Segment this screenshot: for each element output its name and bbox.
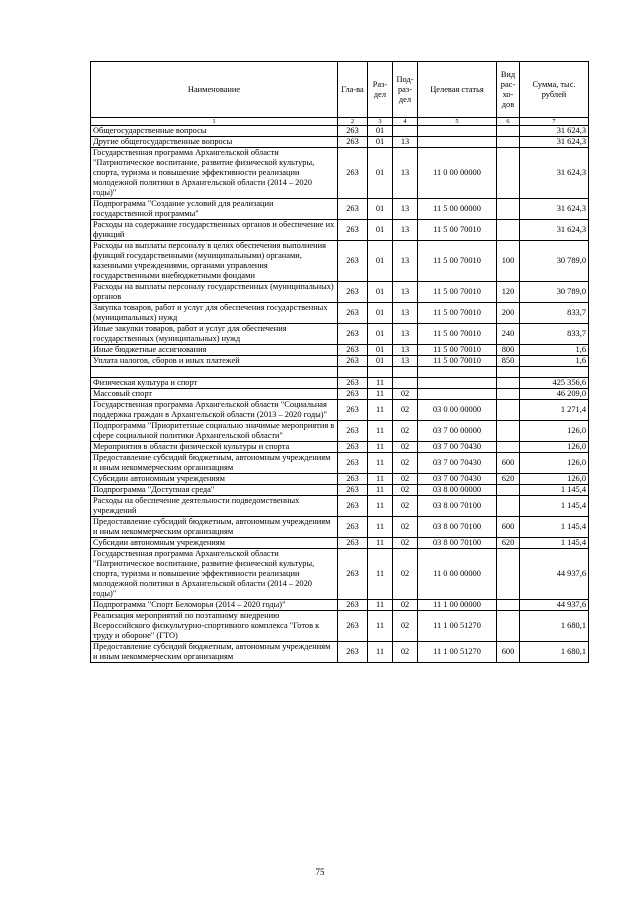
column-number: 5 — [418, 118, 497, 126]
table-row — [91, 442, 589, 453]
row-expense-type — [497, 611, 520, 642]
row-expense-type: 620 — [497, 474, 520, 485]
row-name: Предоставление субсидий бюджетным, автономным учреждениям и иным некоммерческим организациям — [91, 517, 338, 538]
table-row — [91, 356, 589, 367]
row-chapter: 263 — [338, 303, 368, 324]
row-amount: 1 145,4 — [520, 517, 589, 538]
table-row — [91, 421, 589, 442]
header-chapter: Гла-ва — [338, 62, 368, 118]
table-row — [91, 611, 589, 642]
table-row — [91, 474, 589, 485]
row-chapter: 263 — [338, 474, 368, 485]
row-chapter: 263 — [338, 378, 368, 389]
row-amount: 30 789,0 — [520, 241, 589, 282]
header-section: Раз-дел — [368, 62, 393, 118]
row-subsection: 02 — [393, 496, 418, 517]
row-target-article: 11 1 00 51270 — [418, 642, 497, 663]
row-amount: 1,6 — [520, 356, 589, 367]
row-name: Закупка товаров, работ и услуг для обеспечения государственных (муниципальных) нужд — [91, 303, 338, 324]
row-name: Предоставление субсидий бюджетным, автономным учреждениям и иным некоммерческим организациям — [91, 453, 338, 474]
row-target-article: 11 5 00 70010 — [418, 324, 497, 345]
row-expense-type: 850 — [497, 356, 520, 367]
row-section: 11 — [368, 378, 393, 389]
row-name: Мероприятия в области физической культуры и спорта — [91, 442, 338, 453]
row-expense-type — [497, 137, 520, 148]
row-chapter: 263 — [338, 282, 368, 303]
row-expense-type — [497, 400, 520, 421]
row-expense-type — [497, 199, 520, 220]
row-target-article: 03 7 00 70430 — [418, 474, 497, 485]
row-section: 11 — [368, 400, 393, 421]
row-section: 01 — [368, 241, 393, 282]
row-section: 01 — [368, 137, 393, 148]
table-row — [91, 378, 589, 389]
row-chapter: 263 — [338, 611, 368, 642]
column-number: 6 — [497, 118, 520, 126]
row-subsection: 02 — [393, 611, 418, 642]
row-amount: 126,0 — [520, 474, 589, 485]
row-subsection: 02 — [393, 421, 418, 442]
table-header-row — [91, 62, 589, 118]
row-subsection: 02 — [393, 389, 418, 400]
row-name: Государственная программа Архангельской области "Социальная поддержка граждан в Архангельской области (2013 – 2020 годы)" — [91, 400, 338, 421]
row-expense-type: 600 — [497, 642, 520, 663]
row-subsection: 13 — [393, 324, 418, 345]
row-expense-type: 200 — [497, 303, 520, 324]
table-row — [91, 137, 589, 148]
row-target-article: 11 5 00 70010 — [418, 220, 497, 241]
row-name: Массовый спорт — [91, 389, 338, 400]
row-chapter: 263 — [338, 442, 368, 453]
row-target-article: 03 8 00 70100 — [418, 538, 497, 549]
row-amount: 44 937,6 — [520, 549, 589, 600]
row-chapter — [338, 367, 368, 378]
row-name: Расходы на содержание государственных органов и обеспечение их функций — [91, 220, 338, 241]
table-row — [91, 282, 589, 303]
row-section: 01 — [368, 126, 393, 137]
row-section: 01 — [368, 345, 393, 356]
row-target-article — [418, 378, 497, 389]
table-row — [91, 453, 589, 474]
row-section: 01 — [368, 324, 393, 345]
row-expense-type: 120 — [497, 282, 520, 303]
row-subsection: 02 — [393, 600, 418, 611]
row-name: Субсидии автономным учреждениям — [91, 474, 338, 485]
row-subsection: 13 — [393, 199, 418, 220]
row-section: 11 — [368, 538, 393, 549]
row-amount: 1 145,4 — [520, 485, 589, 496]
row-expense-type: 620 — [497, 538, 520, 549]
table-row — [91, 324, 589, 345]
header-name: Наименование — [91, 62, 338, 118]
row-section: 01 — [368, 303, 393, 324]
row-target-article: 11 5 00 70010 — [418, 303, 497, 324]
row-target-article — [418, 126, 497, 137]
row-expense-type — [497, 378, 520, 389]
row-chapter: 263 — [338, 324, 368, 345]
row-amount: 1 680,1 — [520, 642, 589, 663]
row-chapter: 263 — [338, 600, 368, 611]
row-name: Государственная программа Архангельской области "Патриотическое воспитание, развитие физической культуры, спорта, туризма и повышение эффективности реализации молодежной политики в Архангельской области (2014 – 2020 годы)" — [91, 148, 338, 199]
row-chapter: 263 — [338, 345, 368, 356]
row-chapter: 263 — [338, 538, 368, 549]
row-amount: 1 271,4 — [520, 400, 589, 421]
row-name: Предоставление субсидий бюджетным, автономным учреждениям и иным некоммерческим организациям — [91, 642, 338, 663]
row-name: Субсидии автономным учреждениям — [91, 538, 338, 549]
row-target-article: 03 8 00 70100 — [418, 496, 497, 517]
row-target-article: 11 5 00 70010 — [418, 356, 497, 367]
row-target-article: 11 1 00 00000 — [418, 600, 497, 611]
column-number: 1 — [91, 118, 338, 126]
row-amount — [520, 367, 589, 378]
row-section: 11 — [368, 517, 393, 538]
row-chapter: 263 — [338, 453, 368, 474]
row-chapter: 263 — [338, 496, 368, 517]
row-target-article: 03 7 00 00000 — [418, 421, 497, 442]
row-expense-type — [497, 600, 520, 611]
row-section — [368, 367, 393, 378]
row-section: 11 — [368, 474, 393, 485]
row-chapter: 263 — [338, 126, 368, 137]
row-subsection: 13 — [393, 345, 418, 356]
table-row — [91, 496, 589, 517]
table-row — [91, 538, 589, 549]
row-name: Общегосударственные вопросы — [91, 126, 338, 137]
row-target-article: 11 5 00 70010 — [418, 345, 497, 356]
row-amount: 31 624,3 — [520, 137, 589, 148]
row-section: 01 — [368, 199, 393, 220]
row-target-article: 11 1 00 51270 — [418, 611, 497, 642]
row-name: Иные закупки товаров, работ и услуг для обеспечения государственных (муниципальных) нужд — [91, 324, 338, 345]
row-section: 11 — [368, 496, 393, 517]
row-subsection — [393, 378, 418, 389]
row-name: Государственная программа Архангельской области "Патриотическое воспитание, развитие физической культуры, спорта, туризма и повышение эффективности реализации молодежной политики в Архангельской области (2014 – 2020 годы)" — [91, 549, 338, 600]
table-row — [91, 389, 589, 400]
row-name: Уплата налогов, сборов и иных платежей — [91, 356, 338, 367]
row-section: 11 — [368, 421, 393, 442]
row-target-article: 11 0 00 00000 — [418, 549, 497, 600]
row-subsection: 02 — [393, 474, 418, 485]
row-subsection: 02 — [393, 400, 418, 421]
row-expense-type — [497, 442, 520, 453]
column-number: 7 — [520, 118, 589, 126]
row-amount: 833,7 — [520, 324, 589, 345]
row-subsection: 02 — [393, 453, 418, 474]
row-name: Расходы на выплаты персоналу в целях обеспечения выполнения функций государственными (муниципальными) органами, казенными учреждениями, органами управления государственными внебюджетными фондами — [91, 241, 338, 282]
table-row — [91, 148, 589, 199]
row-subsection: 02 — [393, 538, 418, 549]
row-chapter: 263 — [338, 421, 368, 442]
row-name: Физическая культура и спорт — [91, 378, 338, 389]
row-expense-type: 600 — [497, 453, 520, 474]
row-section: 11 — [368, 600, 393, 611]
row-section: 01 — [368, 148, 393, 199]
row-expense-type: 600 — [497, 517, 520, 538]
row-amount: 833,7 — [520, 303, 589, 324]
row-subsection: 02 — [393, 517, 418, 538]
column-number: 3 — [368, 118, 393, 126]
row-chapter: 263 — [338, 549, 368, 600]
row-target-article: 03 0 00 00000 — [418, 400, 497, 421]
row-subsection: 13 — [393, 282, 418, 303]
row-section: 11 — [368, 442, 393, 453]
row-target-article: 11 0 00 00000 — [418, 148, 497, 199]
row-section: 11 — [368, 611, 393, 642]
table-row — [91, 549, 589, 600]
row-name: Иные бюджетные ассигнования — [91, 345, 338, 356]
table-row — [91, 600, 589, 611]
row-expense-type: 800 — [497, 345, 520, 356]
row-expense-type — [497, 126, 520, 137]
row-amount: 126,0 — [520, 453, 589, 474]
row-subsection: 13 — [393, 220, 418, 241]
table-row — [91, 642, 589, 663]
table-row — [91, 367, 589, 378]
row-amount: 425 356,6 — [520, 378, 589, 389]
row-name: Подпрограмма "Спорт Беломорья (2014 – 2020 годы)" — [91, 600, 338, 611]
row-section: 11 — [368, 389, 393, 400]
row-amount: 30 789,0 — [520, 282, 589, 303]
row-expense-type: 240 — [497, 324, 520, 345]
row-name: Подпрограмма "Приоритетные социально значимые мероприятия в сфере социальной политики Архангельской области" — [91, 421, 338, 442]
table-row — [91, 400, 589, 421]
page-number: 75 — [315, 867, 325, 877]
row-amount: 1,6 — [520, 345, 589, 356]
table-row — [91, 485, 589, 496]
column-number: 2 — [338, 118, 368, 126]
row-name — [91, 367, 338, 378]
row-amount: 126,0 — [520, 421, 589, 442]
budget-table — [90, 61, 589, 663]
row-target-article — [418, 389, 497, 400]
table-row — [91, 126, 589, 137]
row-expense-type — [497, 367, 520, 378]
row-chapter: 263 — [338, 199, 368, 220]
table-row — [91, 517, 589, 538]
row-amount: 31 624,3 — [520, 148, 589, 199]
row-chapter: 263 — [338, 220, 368, 241]
row-subsection: 13 — [393, 137, 418, 148]
row-expense-type — [497, 421, 520, 442]
row-subsection: 13 — [393, 356, 418, 367]
row-expense-type: 100 — [497, 241, 520, 282]
row-name: Подпрограмма "Доступная среда" — [91, 485, 338, 496]
row-chapter: 263 — [338, 517, 368, 538]
row-name: Расходы на выплаты персоналу государственных (муниципальных) органов — [91, 282, 338, 303]
row-chapter: 263 — [338, 389, 368, 400]
row-amount: 1 145,4 — [520, 538, 589, 549]
row-target-article: 11 5 00 00000 — [418, 199, 497, 220]
row-chapter: 263 — [338, 241, 368, 282]
row-chapter: 263 — [338, 642, 368, 663]
header-subsection: Под-раз-дел — [393, 62, 418, 118]
row-chapter: 263 — [338, 400, 368, 421]
row-target-article: 03 8 00 70100 — [418, 517, 497, 538]
row-amount: 126,0 — [520, 442, 589, 453]
column-numbers-row — [91, 118, 589, 126]
row-subsection: 02 — [393, 442, 418, 453]
table-row — [91, 199, 589, 220]
row-chapter: 263 — [338, 485, 368, 496]
row-name: Другие общегосударственные вопросы — [91, 137, 338, 148]
row-expense-type — [497, 496, 520, 517]
row-section: 01 — [368, 282, 393, 303]
row-target-article — [418, 367, 497, 378]
table-row — [91, 220, 589, 241]
row-name: Реализация мероприятий по поэтапному внедрению Всероссийского физкультурно-спортивного комплекса "Готов к труду и обороне" (ГТО) — [91, 611, 338, 642]
row-target-article: 03 7 00 70430 — [418, 453, 497, 474]
row-amount: 44 937,6 — [520, 600, 589, 611]
column-number: 4 — [393, 118, 418, 126]
row-chapter: 263 — [338, 137, 368, 148]
table-row — [91, 241, 589, 282]
row-section: 11 — [368, 642, 393, 663]
row-subsection: 13 — [393, 303, 418, 324]
row-amount: 31 624,3 — [520, 199, 589, 220]
row-section: 11 — [368, 453, 393, 474]
row-subsection — [393, 126, 418, 137]
row-target-article — [418, 137, 497, 148]
row-target-article: 03 8 00 00000 — [418, 485, 497, 496]
row-expense-type — [497, 148, 520, 199]
row-target-article: 11 5 00 70010 — [418, 282, 497, 303]
row-subsection: 02 — [393, 549, 418, 600]
header-expense-type: Вид рас-хо-дов — [497, 62, 520, 118]
row-subsection — [393, 367, 418, 378]
row-section: 01 — [368, 356, 393, 367]
header-target: Целевая статья — [418, 62, 497, 118]
row-expense-type — [497, 220, 520, 241]
row-chapter: 263 — [338, 356, 368, 367]
row-name: Подпрограмма "Создание условий для реализации государственной программы" — [91, 199, 338, 220]
row-amount: 31 624,3 — [520, 126, 589, 137]
row-subsection: 13 — [393, 241, 418, 282]
row-section: 01 — [368, 220, 393, 241]
table-body — [91, 126, 589, 663]
row-section: 11 — [368, 485, 393, 496]
row-subsection: 02 — [393, 485, 418, 496]
header-amount: Сумма, тыс. рублей — [520, 62, 589, 118]
row-target-article: 11 5 00 70010 — [418, 241, 497, 282]
table-row — [91, 303, 589, 324]
row-section: 11 — [368, 549, 393, 600]
row-name: Расходы на обеспечение деятельности подведомственных учреждений — [91, 496, 338, 517]
row-amount: 1 680,1 — [520, 611, 589, 642]
row-expense-type — [497, 389, 520, 400]
row-target-article: 03 7 00 70430 — [418, 442, 497, 453]
row-amount: 31 624,3 — [520, 220, 589, 241]
row-amount: 1 145,4 — [520, 496, 589, 517]
row-subsection: 13 — [393, 148, 418, 199]
row-expense-type — [497, 485, 520, 496]
row-subsection: 02 — [393, 642, 418, 663]
table-row — [91, 345, 589, 356]
row-amount: 46 209,0 — [520, 389, 589, 400]
row-expense-type — [497, 549, 520, 600]
row-chapter: 263 — [338, 148, 368, 199]
